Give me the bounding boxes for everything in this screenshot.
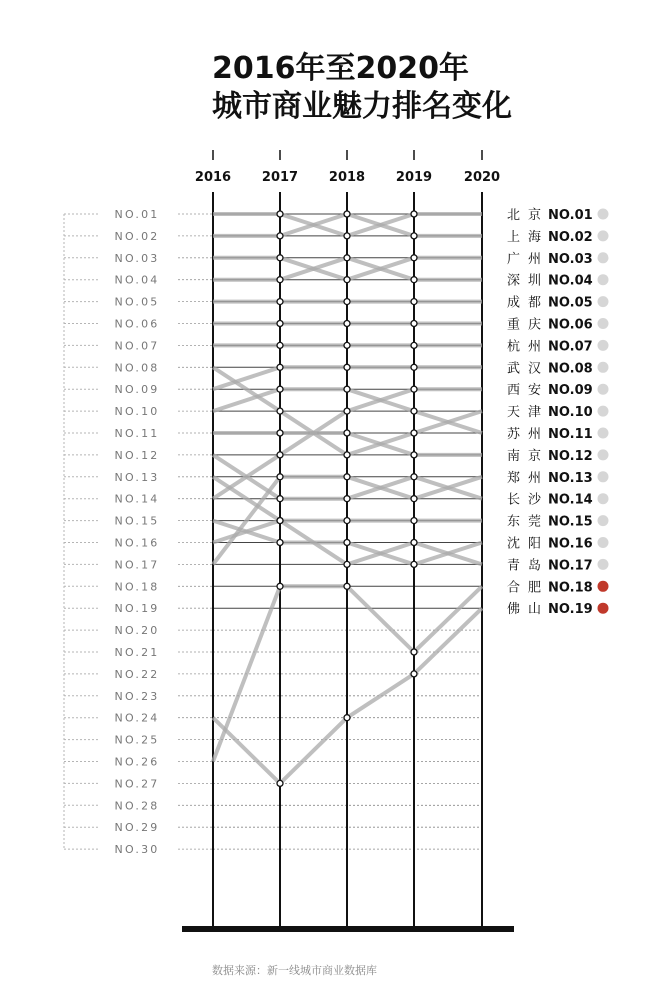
series-point	[411, 671, 417, 677]
series-point	[277, 299, 283, 305]
source-note: 数据来源：新一线城市商业数据库	[212, 964, 377, 977]
series-point	[344, 342, 350, 348]
rank-tick-label: NO.26	[114, 755, 160, 769]
series-point	[411, 211, 417, 217]
year-label: 2017	[261, 170, 299, 185]
series-point	[344, 430, 350, 436]
year-label: 2020	[463, 170, 501, 185]
city-rank-label: NO.14	[548, 492, 593, 508]
rank-tick-label: NO.25	[114, 733, 160, 747]
series-point	[411, 299, 417, 305]
city-label: 南京	[507, 448, 550, 464]
city-label: 天津	[507, 405, 550, 421]
status-dot	[598, 406, 609, 417]
series-point	[411, 540, 417, 546]
series-point	[277, 496, 283, 502]
series-point	[277, 430, 283, 436]
rank-tick-label: NO.11	[114, 427, 160, 440]
city-label: 佛山	[507, 602, 550, 618]
city-rank-label: NO.05	[548, 295, 593, 311]
city-label: 重庆	[507, 317, 550, 333]
rank-tick-label: NO.20	[114, 624, 160, 638]
status-dot	[598, 252, 609, 263]
rank-tick-label: NO.24	[114, 711, 160, 725]
series-point	[411, 452, 417, 458]
series-point	[277, 386, 283, 392]
year-label: 2018	[328, 170, 366, 185]
series-point	[411, 342, 417, 348]
series-point	[411, 321, 417, 327]
title-line-2: 城市商业魅力排名变化	[212, 89, 512, 124]
series-point	[344, 364, 350, 370]
city-label: 广州	[507, 251, 550, 267]
status-dot	[598, 384, 609, 395]
rank-tick-label: NO.04	[114, 273, 160, 287]
city-rank-label: NO.03	[548, 251, 593, 267]
status-dot	[598, 274, 609, 285]
series-point	[344, 540, 350, 546]
rank-tick-label: NO.13	[114, 470, 160, 484]
title-line-1: 2016年至2020年	[212, 51, 469, 86]
status-dot	[598, 362, 609, 373]
series-point	[344, 277, 350, 283]
rank-tick-label: NO.28	[114, 799, 160, 813]
series-point	[411, 364, 417, 370]
city-rank-label: NO.11	[548, 427, 593, 442]
city-rank-label: NO.19	[548, 602, 593, 618]
city-rank-label: NO.02	[548, 229, 593, 245]
status-dot	[598, 296, 609, 307]
year-label: 2016	[194, 170, 232, 185]
rank-tick-label: NO.30	[114, 843, 160, 857]
series-point	[344, 583, 350, 589]
rank-tick-label: NO.02	[114, 229, 160, 243]
series-point	[411, 496, 417, 502]
series-point	[277, 233, 283, 239]
series-point	[344, 518, 350, 524]
rank-tick-label: NO.10	[114, 405, 160, 419]
city-label: 成都	[507, 295, 550, 311]
city-label: 东莞	[507, 514, 550, 530]
series-point	[344, 496, 350, 502]
status-dot	[598, 230, 609, 241]
series-point	[411, 386, 417, 392]
series-point	[344, 452, 350, 458]
city-rank-label: NO.09	[548, 383, 593, 399]
city-rank-label: NO.01	[548, 208, 593, 223]
city-label: 杭州	[507, 339, 550, 355]
status-dot	[598, 493, 609, 504]
rank-tick-label: NO.15	[114, 514, 160, 528]
status-dot	[598, 340, 609, 351]
rank-tick-label: NO.03	[114, 251, 160, 265]
status-dot	[598, 559, 609, 570]
series-point	[344, 321, 350, 327]
series-point	[344, 386, 350, 392]
rank-tick-label: NO.21	[114, 646, 160, 659]
rank-tick-label: NO.01	[114, 208, 160, 221]
series-point	[411, 430, 417, 436]
series-point	[344, 408, 350, 414]
base-bar	[182, 926, 514, 932]
rank-tick-label: NO.27	[114, 777, 160, 791]
series-point	[277, 474, 283, 480]
city-rank-label: NO.07	[548, 339, 593, 355]
city-rank-label: NO.12	[548, 448, 593, 464]
status-dot	[598, 515, 609, 526]
status-dot	[598, 537, 609, 548]
rank-tick-label: NO.16	[114, 536, 160, 550]
series-point	[411, 518, 417, 524]
city-rank-label: NO.17	[548, 558, 593, 574]
rank-tick-label: NO.22	[114, 667, 160, 681]
series-point	[344, 715, 350, 721]
series-point	[411, 408, 417, 414]
city-rank-label: NO.06	[548, 317, 593, 333]
series-point	[277, 211, 283, 217]
city-label: 苏州	[507, 427, 550, 442]
city-label: 郑州	[507, 470, 550, 486]
city-rank-label: NO.04	[548, 273, 593, 289]
status-dot	[598, 428, 609, 439]
series-point	[277, 452, 283, 458]
rank-tick-label: NO.23	[114, 689, 160, 703]
rank-tick-label: NO.19	[114, 602, 160, 616]
series-point	[411, 474, 417, 480]
series-point	[277, 408, 283, 414]
rank-tick-label: NO.12	[114, 448, 160, 462]
series-point	[277, 540, 283, 546]
rank-tick-label: NO.09	[114, 383, 160, 397]
status-dot	[598, 581, 609, 592]
city-label: 沈阳	[507, 536, 550, 552]
series-point	[411, 233, 417, 239]
city-label: 西安	[507, 383, 550, 399]
series-point	[344, 255, 350, 261]
city-label: 合肥	[507, 580, 550, 596]
series-point	[344, 299, 350, 305]
city-label: 北京	[507, 208, 550, 223]
series-point	[277, 518, 283, 524]
series-point	[277, 780, 283, 786]
status-dot	[598, 603, 609, 614]
rank-tick-label: NO.17	[114, 558, 160, 572]
series-point	[277, 583, 283, 589]
rank-tick-label: NO.05	[114, 295, 160, 309]
city-label: 青岛	[507, 558, 550, 574]
city-label: 深圳	[507, 273, 550, 289]
status-dot	[598, 209, 609, 220]
city-label: 武汉	[507, 361, 550, 377]
series-point	[277, 277, 283, 283]
status-dot	[598, 471, 609, 482]
series-point	[277, 342, 283, 348]
series-point	[277, 364, 283, 370]
series-point	[344, 474, 350, 480]
rank-tick-label: NO.14	[114, 492, 160, 506]
series-point	[344, 561, 350, 567]
rank-tick-label: NO.07	[114, 339, 160, 353]
city-rank-label: NO.18	[548, 580, 593, 596]
year-label: 2019	[395, 170, 433, 185]
rank-tick-label: NO.06	[114, 317, 160, 331]
city-rank-label: NO.08	[548, 361, 593, 377]
series-point	[344, 233, 350, 239]
status-dot	[598, 318, 609, 329]
city-rank-label: NO.10	[548, 405, 593, 421]
city-label: 长沙	[507, 492, 550, 508]
series-point	[277, 255, 283, 261]
series-point	[411, 649, 417, 655]
rank-tick-label: NO.08	[114, 361, 160, 375]
city-label: 上海	[507, 229, 550, 245]
city-rank-label: NO.13	[548, 470, 593, 486]
city-rank-label: NO.16	[548, 536, 593, 552]
city-rank-label: NO.15	[548, 514, 593, 530]
series-point	[411, 561, 417, 567]
series-point	[411, 255, 417, 261]
status-dot	[598, 449, 609, 460]
series-point	[344, 211, 350, 217]
rank-tick-label: NO.29	[114, 821, 160, 835]
series-point	[411, 277, 417, 283]
rank-tick-label: NO.18	[114, 580, 160, 594]
series-point	[277, 321, 283, 327]
